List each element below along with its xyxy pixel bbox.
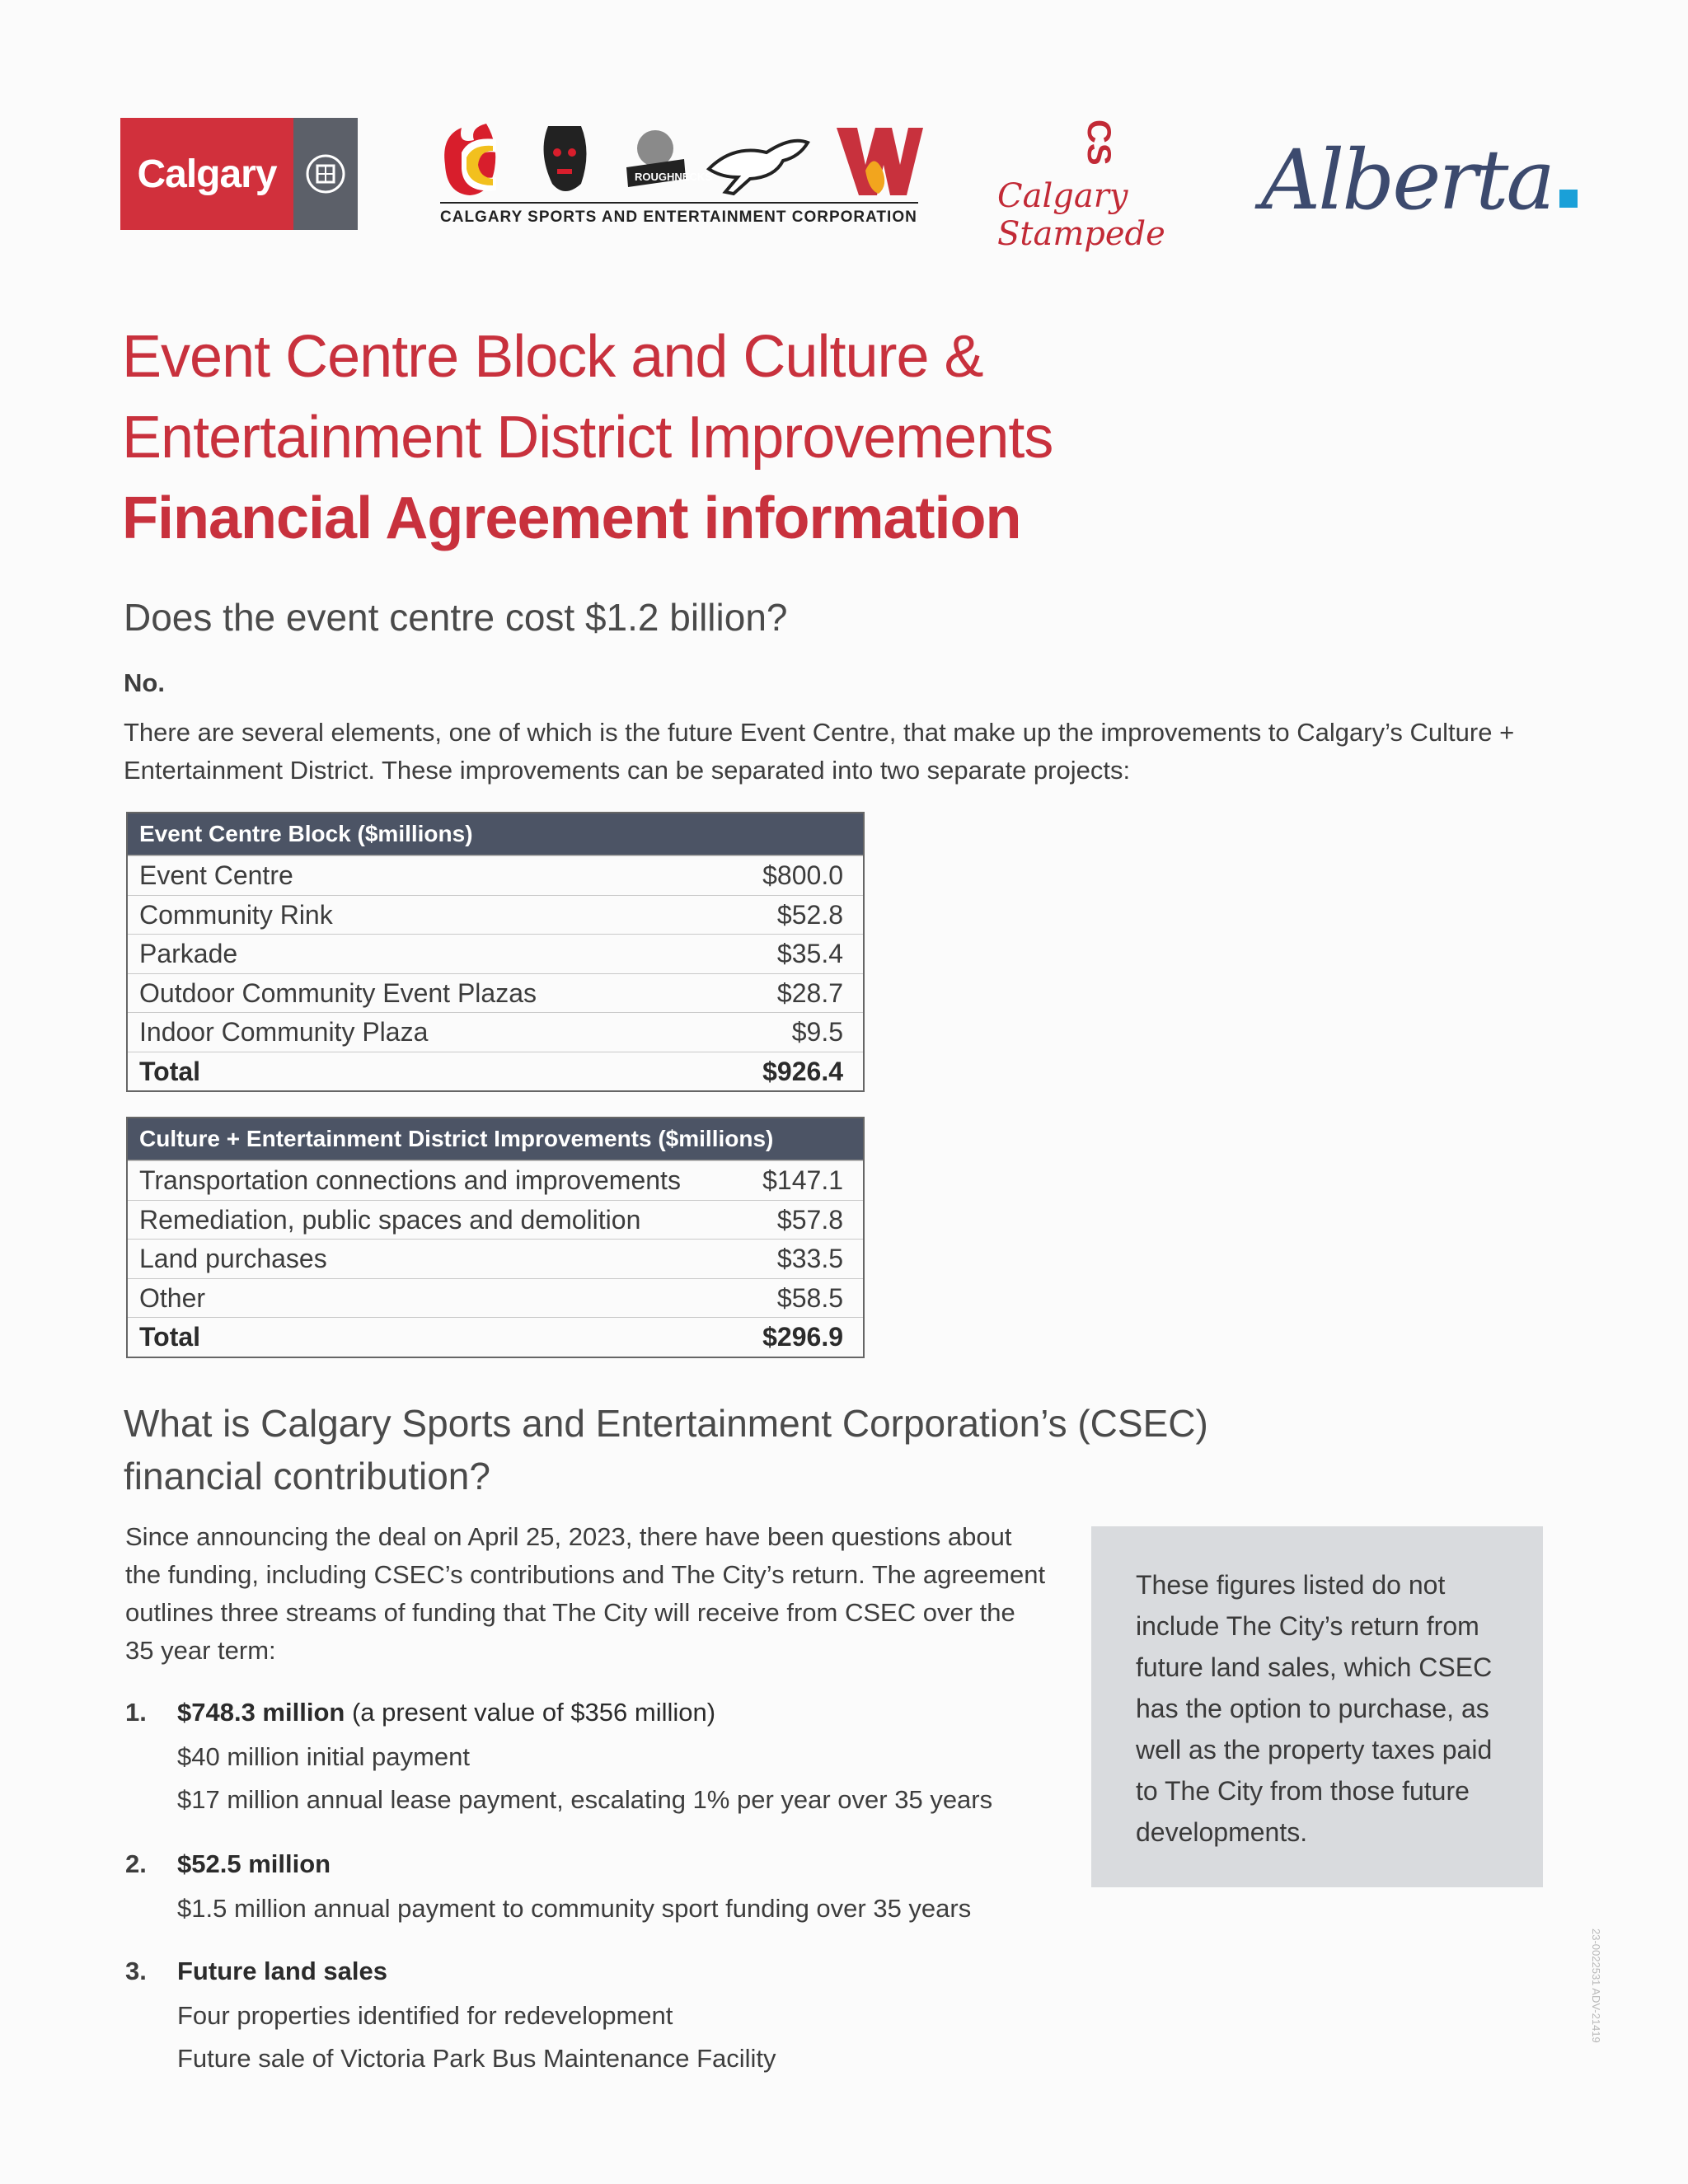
title-line-2: Entertainment District Improvements (122, 405, 1053, 471)
calgary-logo (120, 118, 358, 230)
stampeders-logo-icon (709, 141, 808, 194)
question-cost: Does the event centre cost $1.2 billion? (124, 596, 788, 639)
stream-title: Future land sales (177, 1957, 387, 1985)
question-csec-line-1: What is Calgary Sports and Entertainment Corporation’s (CSEC) (124, 1402, 1208, 1445)
hitmen-logo-icon (544, 126, 587, 191)
calgary-wordmark: Calgary (120, 118, 293, 230)
stream-detail: Four properties identified for redevelopment (177, 2001, 673, 2030)
wranglers-logo-icon (837, 128, 923, 195)
note-text: These figures listed do not include The City’s return from future land sales, which CSEC has the option to purchase, as well as the property taxes paid to The City from those future developments. (1136, 1570, 1493, 1847)
svg-text:ROUGHNECKS: ROUGHNECKS (635, 171, 712, 183)
intro-paragraph: There are several elements, one of which is the future Event Centre, that make up the improvements to Calgary’s Culture + Entertainment District. These improvements can be separated into two separate projects: (124, 718, 1515, 785)
csec-divider (440, 202, 918, 204)
table-row: Remediation, public spaces and demolition $57.8 (128, 1200, 863, 1240)
stream-number: 3. (125, 1957, 147, 1985)
district-improvements-table (126, 1117, 865, 1358)
calgary-crest-icon (293, 118, 358, 230)
table-row: Indoor Community Plaza $9.5 (128, 1012, 863, 1052)
stampede-mark: CS (1081, 120, 1117, 166)
question-csec-line-2: financial contribution? (124, 1455, 490, 1497)
title-line-3: Financial Agreement information (122, 485, 1021, 551)
note-box (1091, 1526, 1543, 1887)
event-centre-block-table (126, 812, 865, 1092)
stream-title: $748.3 million (a present value of $356 million) (177, 1698, 716, 1727)
alberta-square-icon (1559, 190, 1578, 208)
stream-detail: $17 million annual lease payment, escalating 1% per year over 35 years (177, 1785, 993, 1814)
title-line-1: Event Centre Block and Culture & (122, 324, 983, 390)
table-row: Transportation connections and improvements $147.1 (128, 1160, 863, 1200)
stream-number: 2. (125, 1849, 147, 1878)
funding-paragraph: Since announcing the deal on April 25, 2023, there have been questions about the funding, including CSEC’s contributions and The City’s return. The agreement outlines three streams of funding that The City will receive from CSEC over the 35 year term: (125, 1522, 1046, 1665)
alberta-wordmark: Alberta (1261, 132, 1553, 228)
table-row: Event Centre $800.0 (128, 855, 863, 895)
stream-detail: $1.5 million annual payment to community sport funding over 35 years (177, 1894, 972, 1923)
csec-name: CALGARY SPORTS AND ENTERTAINMENT CORPORATION (440, 209, 917, 226)
table-total-row: Total $926.4 (128, 1052, 863, 1091)
stream-detail: $40 million initial payment (177, 1742, 470, 1771)
stream-number: 1. (125, 1698, 147, 1727)
roughnecks-logo-icon (626, 130, 712, 187)
csec-logo-group (437, 120, 923, 231)
table-row: Parkade $35.4 (128, 934, 863, 973)
calgary-stampede-logo (989, 120, 1228, 253)
table-row: Outdoor Community Event Plazas $28.7 (128, 973, 863, 1013)
table-row: Land purchases $33.5 (128, 1239, 863, 1278)
document-code: 23-0022531 ADV-21419 (1590, 1929, 1602, 2043)
table-header: Culture + Entertainment District Improvements ($millions) (128, 1118, 863, 1160)
answer-no: No. (124, 668, 165, 697)
csec-team-logos-icon (437, 120, 923, 202)
table-total-row: Total $296.9 (128, 1317, 863, 1357)
table-row: Other $58.5 (128, 1278, 863, 1318)
table-header: Event Centre Block ($millions) (128, 813, 863, 855)
stream-title: $52.5 million (177, 1849, 331, 1878)
table-row: Community Rink $52.8 (128, 895, 863, 935)
stampede-wordmark: Calgary Stampede (997, 177, 1165, 253)
stream-detail: Future sale of Victoria Park Bus Maintenance Facility (177, 2044, 776, 2073)
alberta-logo (1261, 132, 1582, 239)
flames-logo-icon (444, 124, 496, 195)
